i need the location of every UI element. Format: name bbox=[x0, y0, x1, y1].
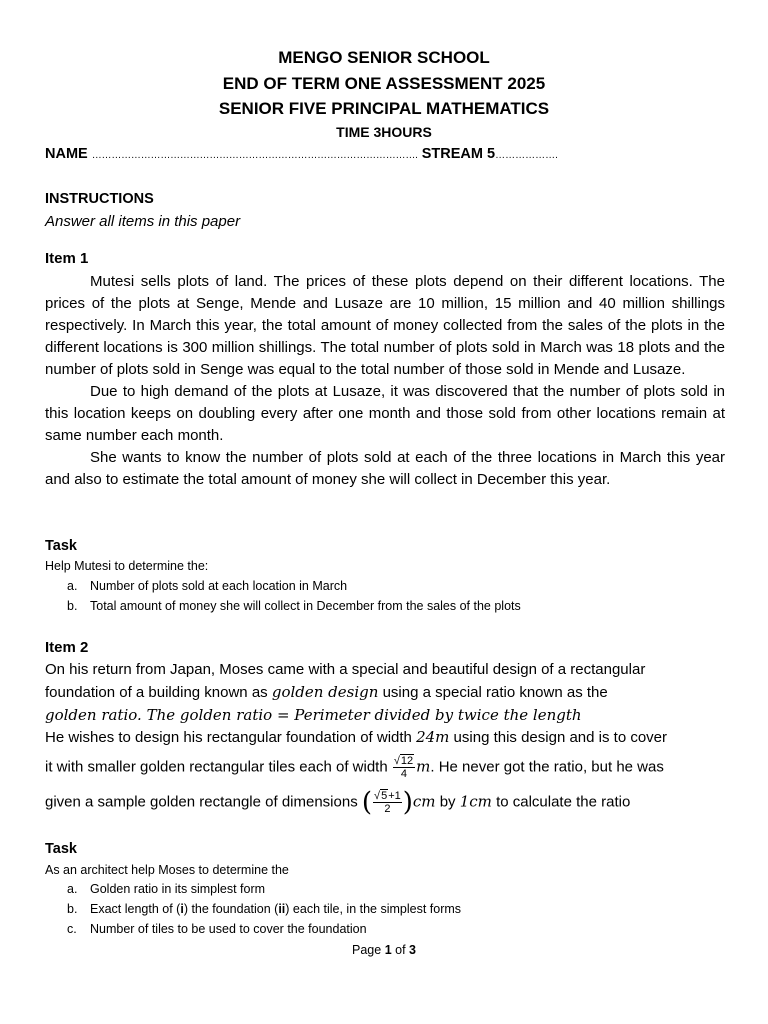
item2-line-2: foundation of a building known as golden design using a special ratio known as the bbox=[45, 683, 608, 701]
item2-task-list bbox=[45, 879, 745, 939]
item1-paragraph-3: She wants to know the number of plots sold at each of the three locations in March this year and also to estimate the total amount of money she will collect in December this year. bbox=[45, 449, 725, 488]
school-name: MENGO SENIOR SCHOOL bbox=[278, 48, 490, 67]
stream-label: STREAM 5 bbox=[421, 146, 496, 162]
item2-line-1: On his return from Japan, Moses came with a special and beautiful design of a rectangular bbox=[45, 661, 646, 678]
item1-body bbox=[45, 271, 725, 491]
item1-paragraph-2: Due to high demand of the plots at Lusaze, it was discovered that the number of plots sold in this location keeps on doubling every after one month and those sold from other locations remain at same number each month. bbox=[45, 383, 725, 444]
list-item: c. Number of tiles to be used to cover the foundation bbox=[67, 922, 367, 936]
item1-task-heading: Task bbox=[45, 538, 77, 554]
item2-body bbox=[45, 659, 735, 818]
list-item: b. Exact length of (i) the foundation (ii) each tile, in the simplest forms bbox=[67, 902, 462, 916]
page-number: 1 bbox=[384, 943, 392, 957]
item2-heading: Item 2 bbox=[45, 639, 89, 656]
instructions-heading: INSTRUCTIONS bbox=[45, 191, 154, 207]
instructions-text: Answer all items in this paper bbox=[45, 213, 241, 230]
item2-line-5: it with smaller golden rectangular tiles each of width $\frac{√12}{4}$ m. He never got the ratio, but he was bbox=[45, 755, 664, 780]
item1-task-list bbox=[45, 576, 745, 616]
time-allowed: TIME 3HOURS bbox=[336, 124, 432, 140]
list-item: a. Number of plots sold at each location in March bbox=[67, 579, 348, 593]
page-total: 3 bbox=[409, 943, 416, 957]
name-stream-line bbox=[45, 146, 558, 162]
list-item: b. Total amount of money she will collect in December from the sales of the plots bbox=[67, 599, 521, 613]
assessment-title: END OF TERM ONE ASSESSMENT 2025 bbox=[222, 74, 546, 93]
item2-line-4: He wishes to design his rectangular foundation of width 24m using this design and is to cover bbox=[45, 728, 668, 746]
item1-task-intro: Help Mutesi to determine the: bbox=[45, 559, 209, 573]
item2-line-3: golden ratio. The golden ratio = Perimeter divided by twice the length bbox=[45, 706, 582, 724]
fraction-root5-plus1-over-2: $\frac{√5+1}{2}$ bbox=[374, 790, 401, 815]
page-footer: Page 1 of 3 bbox=[352, 943, 416, 957]
name-label: NAME bbox=[45, 146, 88, 162]
name-dots: ………………………………………………………………………………………. bbox=[91, 150, 418, 161]
item1-heading: Item 1 bbox=[45, 250, 89, 267]
item2-line-6: given a sample golden rectangle of dimensions ( $\frac{√5+1}{2}$ )cm by 1cm to calculate the ratio bbox=[45, 787, 631, 818]
item2-task-intro: As an architect help Moses to determine the bbox=[45, 863, 289, 877]
fraction-root12-over-4: $\frac{√12}{4}$ bbox=[393, 755, 414, 780]
item2-task-heading: Task bbox=[45, 841, 77, 857]
item1-paragraph-1: Mutesi sells plots of land. The prices of these plots depend on their different locations. The prices of the plots at Senge, Mende and Lusaze are 10 million, 15 million and 40 million shillings respectively. In March this year, the total amount of money collected from the sales of the plots in the different locations is 300 million shillings. The total number of plots sold in March was 18 plots and the number of plots sold in Senge was equal to the total number of those sold in Mende and Lusaze. bbox=[45, 273, 725, 378]
list-item: a. Golden ratio in its simplest form bbox=[67, 882, 266, 896]
subject-title: SENIOR FIVE PRINCIPAL MATHEMATICS bbox=[218, 99, 550, 118]
stream-dots: ………………. bbox=[495, 150, 558, 161]
